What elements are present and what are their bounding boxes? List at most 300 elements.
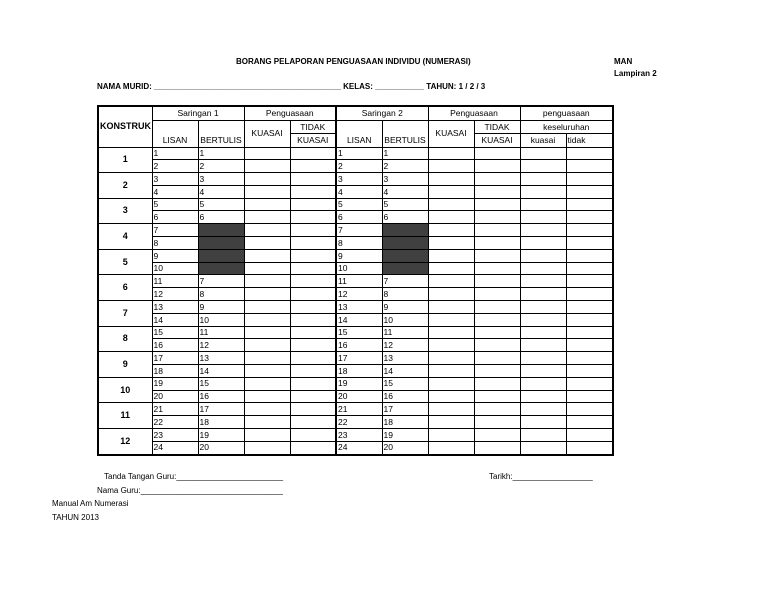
overall-kuasai-cell[interactable] (520, 288, 566, 301)
table-row (98, 365, 613, 378)
bertulis2-cell: 9 (382, 301, 428, 314)
lisan2-cell: 11 (336, 275, 382, 288)
lisan1-cell: 14 (152, 313, 198, 326)
tidak-kuasai1-cell[interactable] (290, 147, 336, 160)
tidak-kuasai2-cell[interactable] (474, 352, 520, 365)
kuasai2-cell[interactable] (428, 377, 474, 390)
overall-kuasai-cell[interactable] (520, 224, 566, 237)
kuasai1-cell[interactable] (244, 288, 290, 301)
bertulis1-cell: 18 (198, 416, 244, 429)
bertulis2-cell: 17 (382, 403, 428, 416)
lisan2-cell: 8 (336, 237, 382, 250)
overall-kuasai-cell[interactable] (520, 352, 566, 365)
lisan2-header: LISAN (336, 120, 382, 147)
konstruk-cell: 1 (98, 147, 152, 173)
konstruk-cell: 5 (98, 249, 152, 275)
bertulis2-cell: 1 (382, 147, 428, 160)
konstruk-cell: 10 (98, 377, 152, 403)
tidak-kuasai1-cell[interactable] (290, 429, 336, 442)
tidak-kuasai1-cell[interactable] (290, 326, 336, 339)
bertulis1-cell: 9 (198, 301, 244, 314)
overall-kuasai-cell[interactable] (520, 249, 566, 262)
bertulis1-cell: 20 (198, 441, 244, 454)
tidak2-header: TIDAK (474, 120, 520, 134)
tidak-kuasai1-cell[interactable] (290, 339, 336, 352)
bertulis1-cell: 12 (198, 339, 244, 352)
kuasai1-cell[interactable] (244, 441, 290, 454)
tidak-kuasai2-cell[interactable] (474, 249, 520, 262)
bertulis1-cell (198, 249, 244, 262)
overall-tidak-cell[interactable] (566, 403, 613, 416)
kuasai2-cell[interactable] (428, 403, 474, 416)
lisan1-cell: 19 (152, 377, 198, 390)
bertulis1-cell (198, 262, 244, 275)
tidak-kuasai1-cell[interactable] (290, 237, 336, 250)
kuasai2-cell[interactable] (428, 390, 474, 403)
overall-kuasai-cell[interactable] (520, 198, 566, 211)
bertulis1-cell: 7 (198, 275, 244, 288)
bertulis2-cell: 5 (382, 198, 428, 211)
kuasai1-cell[interactable] (244, 339, 290, 352)
kuasai1-cell[interactable] (244, 224, 290, 237)
overall-tidak-cell[interactable] (566, 249, 613, 262)
bertulis1-cell: 8 (198, 288, 244, 301)
overall-tidak-cell[interactable] (566, 288, 613, 301)
overall-tidak-cell[interactable] (566, 160, 613, 173)
lisan1-cell: 3 (152, 173, 198, 186)
lisan2-cell: 16 (336, 339, 382, 352)
tidak-kuasai1-cell[interactable] (290, 198, 336, 211)
tidak-kuasai2-cell[interactable] (474, 160, 520, 173)
overall-kuasai-cell[interactable] (520, 275, 566, 288)
kuasai2-cell[interactable] (428, 262, 474, 275)
table-row (98, 301, 613, 314)
tidak-kuasai1-cell[interactable] (290, 416, 336, 429)
kuasai1-cell[interactable] (244, 403, 290, 416)
kuasai2-cell[interactable] (428, 352, 474, 365)
table-row (98, 198, 613, 211)
lisan1-cell: 12 (152, 288, 198, 301)
manual-label: Manual Am Numerasi (52, 499, 129, 508)
tidak-kuasai2-cell[interactable] (474, 224, 520, 237)
lisan2-cell: 1 (336, 147, 382, 160)
tidak-kuasai2-cell[interactable] (474, 416, 520, 429)
lisan1-cell: 5 (152, 198, 198, 211)
kuasai2-cell[interactable] (428, 224, 474, 237)
kuasai2-cell[interactable] (428, 198, 474, 211)
bertulis2-cell: 4 (382, 185, 428, 198)
bertulis2-cell: 15 (382, 377, 428, 390)
overall-tidak-cell[interactable] (566, 339, 613, 352)
overall-tidak-cell[interactable] (566, 275, 613, 288)
kuasai2-cell[interactable] (428, 416, 474, 429)
lisan2-cell: 17 (336, 352, 382, 365)
overall-kuasai-cell[interactable] (520, 326, 566, 339)
table-row (98, 160, 613, 173)
kuasai2-cell[interactable] (428, 173, 474, 186)
bertulis1-cell: 15 (198, 377, 244, 390)
overall-kuasai-cell[interactable] (520, 339, 566, 352)
bertulis1-cell: 17 (198, 403, 244, 416)
kuasai1-cell[interactable] (244, 160, 290, 173)
tidak1-header: TIDAK (290, 120, 336, 134)
lisan2-cell: 5 (336, 198, 382, 211)
lisan2-cell: 19 (336, 377, 382, 390)
overall-tidak-cell[interactable] (566, 429, 613, 442)
kuasai2-cell[interactable] (428, 429, 474, 442)
bertulis1-cell: 1 (198, 147, 244, 160)
overall-tidak-cell[interactable] (566, 301, 613, 314)
table-row (98, 339, 613, 352)
lisan1-cell: 17 (152, 352, 198, 365)
overall-tidak-cell[interactable] (566, 441, 613, 454)
kuasai2-cell[interactable] (428, 185, 474, 198)
konstruk-cell: 9 (98, 352, 152, 378)
bertulis1-cell: 19 (198, 429, 244, 442)
bertulis1-cell: 2 (198, 160, 244, 173)
bertulis1-cell: 4 (198, 185, 244, 198)
table-row (98, 173, 613, 186)
penguasaan2-header: Penguasaan (428, 106, 520, 120)
overall-tidak-cell[interactable] (566, 326, 613, 339)
kuasai1-cell[interactable] (244, 429, 290, 442)
lisan1-cell: 18 (152, 365, 198, 378)
kuasai2-cell[interactable] (428, 147, 474, 160)
lisan1-cell: 9 (152, 249, 198, 262)
kuasai2-cell[interactable] (428, 441, 474, 454)
bertulis2-cell (382, 249, 428, 262)
lisan2-cell: 2 (336, 160, 382, 173)
kuasai2-cell[interactable] (428, 326, 474, 339)
kuasai1-cell[interactable] (244, 365, 290, 378)
kuasai1-cell[interactable] (244, 237, 290, 250)
tidak-kuasai1-cell[interactable] (290, 160, 336, 173)
tidak-kuasai2-cell[interactable] (474, 301, 520, 314)
konstruk-header: KONSTRUK (98, 106, 152, 147)
overall-kuasai-cell[interactable] (520, 173, 566, 186)
lisan2-cell: 7 (336, 224, 382, 237)
lisan2-cell: 23 (336, 429, 382, 442)
bertulis2-cell: 6 (382, 211, 428, 224)
overall-tidak-cell[interactable] (566, 313, 613, 326)
lisan2-cell: 24 (336, 441, 382, 454)
kuasai1-cell[interactable] (244, 416, 290, 429)
bertulis1-cell: 3 (198, 173, 244, 186)
appendix-label: Lampiran 2 (614, 69, 657, 78)
lisan1-cell: 4 (152, 185, 198, 198)
tidak-kuasai2-cell[interactable] (474, 262, 520, 275)
kuasai1-cell[interactable] (244, 301, 290, 314)
overall-tidak-cell[interactable] (566, 262, 613, 275)
tidak-kuasai2-cell[interactable] (474, 441, 520, 454)
tidak-kuasai1-cell[interactable] (290, 441, 336, 454)
overall-tidak-cell[interactable] (566, 352, 613, 365)
lisan2-cell: 4 (336, 185, 382, 198)
lisan1-header: LISAN (152, 120, 198, 147)
student-info-line: NAMA MURID: __________________________________________ KELAS: ___________ TAHUN: 1 / 2 / 3 (97, 82, 486, 91)
table-row (98, 224, 613, 237)
tidak-kuasai2-cell[interactable] (474, 377, 520, 390)
table-row (98, 275, 613, 288)
overall-tidak-cell[interactable] (566, 377, 613, 390)
lisan2-cell: 9 (336, 249, 382, 262)
kuasai1-cell[interactable] (244, 390, 290, 403)
bertulis1-cell: 16 (198, 390, 244, 403)
kuasai1-cell[interactable] (244, 211, 290, 224)
lisan1-cell: 6 (152, 211, 198, 224)
overall-kuasai-cell[interactable] (520, 313, 566, 326)
tidak-kuasai1-cell[interactable] (290, 365, 336, 378)
lisan1-cell: 16 (152, 339, 198, 352)
tidak-kuasai1-cell[interactable] (290, 275, 336, 288)
tidak-kuasai1-cell[interactable] (290, 403, 336, 416)
lisan1-cell: 1 (152, 147, 198, 160)
tidak-kuasai2-cell[interactable] (474, 339, 520, 352)
table-row (98, 326, 613, 339)
bertulis2-cell (382, 237, 428, 250)
lisan1-cell: 2 (152, 160, 198, 173)
lisan2-cell: 10 (336, 262, 382, 275)
lisan1-cell: 8 (152, 237, 198, 250)
konstruk-cell: 11 (98, 403, 152, 429)
table-row (98, 416, 613, 429)
table-row (98, 185, 613, 198)
bertulis1-cell (198, 224, 244, 237)
mastery-table (97, 105, 614, 456)
kuasai1-header: KUASAI (244, 120, 290, 147)
table-row (98, 390, 613, 403)
table-row (98, 403, 613, 416)
overall-kuasai-cell[interactable] (520, 160, 566, 173)
tidak-kuasai1-cell[interactable] (290, 352, 336, 365)
overall-tidak-cell[interactable] (566, 237, 613, 250)
lisan2-cell: 12 (336, 288, 382, 301)
kuasai2-cell[interactable] (428, 160, 474, 173)
tidak-kuasai2-cell[interactable] (474, 429, 520, 442)
table-row (98, 147, 613, 160)
overall-kuasai-cell[interactable] (520, 441, 566, 454)
table-row (98, 249, 613, 262)
konstruk-cell: 6 (98, 275, 152, 301)
kuasai2-cell[interactable] (428, 365, 474, 378)
kuasai1-cell[interactable] (244, 377, 290, 390)
tidak-kuasai2-cell[interactable] (474, 390, 520, 403)
bertulis1-cell (198, 237, 244, 250)
overall-tidak-cell[interactable] (566, 224, 613, 237)
table-row (98, 429, 613, 442)
table-row (98, 352, 613, 365)
lisan1-cell: 11 (152, 275, 198, 288)
bertulis2-cell: 12 (382, 339, 428, 352)
overall-tidak-cell[interactable] (566, 211, 613, 224)
lisan2-cell: 21 (336, 403, 382, 416)
bertulis1-cell: 11 (198, 326, 244, 339)
kuasai2-cell[interactable] (428, 249, 474, 262)
bertulis2-cell: 10 (382, 313, 428, 326)
signature-line: Tanda Tangan Guru:________________________ (104, 472, 284, 481)
lisan1-cell: 10 (152, 262, 198, 275)
tidak-kuasai2-cell[interactable] (474, 237, 520, 250)
overall-tidak-cell[interactable] (566, 416, 613, 429)
kuasai1-cell[interactable] (244, 326, 290, 339)
kuasai2-cell[interactable] (428, 237, 474, 250)
bertulis1-cell: 5 (198, 198, 244, 211)
konstruk-cell: 3 (98, 198, 152, 224)
bertulis1-cell: 13 (198, 352, 244, 365)
bertulis2-cell: 8 (382, 288, 428, 301)
tidak-kuasai1-cell[interactable] (290, 211, 336, 224)
bertulis1-cell: 14 (198, 365, 244, 378)
overall-kuasai-cell[interactable] (520, 147, 566, 160)
lisan1-cell: 15 (152, 326, 198, 339)
kuasai2-cell[interactable] (428, 275, 474, 288)
lisan1-cell: 21 (152, 403, 198, 416)
table-row (98, 441, 613, 454)
konstruk-cell: 2 (98, 173, 152, 199)
overall-kuasai-cell[interactable] (520, 365, 566, 378)
kuasai1-cell[interactable] (244, 352, 290, 365)
lisan1-cell: 20 (152, 390, 198, 403)
overall-kuasai-cell[interactable] (520, 237, 566, 250)
kuasai2-cell[interactable] (428, 339, 474, 352)
bertulis2-cell: 20 (382, 441, 428, 454)
kuasai1-cell[interactable] (244, 249, 290, 262)
overall-kuasai-cell[interactable] (520, 429, 566, 442)
overall-kuasai-cell[interactable] (520, 416, 566, 429)
tidak-kuasai2-cell[interactable] (474, 365, 520, 378)
form-code: MAN (614, 57, 633, 66)
bertulis2-cell: 11 (382, 326, 428, 339)
tidak-kuasai2-cell[interactable] (474, 275, 520, 288)
tidak-kuasai2-cell[interactable] (474, 147, 520, 160)
bertulis2-cell: 3 (382, 173, 428, 186)
overall-kuasai-cell[interactable] (520, 262, 566, 275)
overall-kuasai-cell[interactable] (520, 377, 566, 390)
lisan2-cell: 6 (336, 211, 382, 224)
tidak-kuasai2-cell[interactable] (474, 403, 520, 416)
lisan2-cell: 15 (336, 326, 382, 339)
date-line: Tarikh:__________________ (489, 472, 593, 481)
kuasai2-cell[interactable] (428, 313, 474, 326)
tidak-kuasai2-cell[interactable] (474, 313, 520, 326)
table-row (98, 377, 613, 390)
lisan2-cell: 18 (336, 365, 382, 378)
overall-kuasai-cell[interactable] (520, 185, 566, 198)
kuasai1-cell[interactable] (244, 173, 290, 186)
tidak-kuasai1-cell[interactable] (290, 173, 336, 186)
tidak-kuasai2-cell[interactable] (474, 211, 520, 224)
tidak-kuasai1-cell[interactable] (290, 249, 336, 262)
konstruk-cell: 4 (98, 224, 152, 250)
penguasaan1-header: Penguasaan (244, 106, 336, 120)
konstruk-cell: 7 (98, 301, 152, 327)
table-row (98, 313, 613, 326)
tidak-kuasai2-cell[interactable] (474, 185, 520, 198)
overall-tidak-cell[interactable] (566, 198, 613, 211)
bertulis2-cell: 13 (382, 352, 428, 365)
teacher-name-line: Nama Guru:________________________________ (97, 486, 283, 495)
table-row (98, 237, 613, 250)
tidak-kuasai2-cell[interactable] (474, 288, 520, 301)
bertulis2-cell: 19 (382, 429, 428, 442)
kuasai2-header: KUASAI (428, 120, 474, 147)
overall-header-2: keseluruhan (520, 120, 613, 134)
saringan2-header: Saringan 2 (336, 106, 428, 120)
bertulis2-cell: 14 (382, 365, 428, 378)
tidak-kuasai1-cell[interactable] (290, 288, 336, 301)
table-row (98, 211, 613, 224)
saringan1-header: Saringan 1 (152, 106, 244, 120)
tidak-kuasai1-cell[interactable] (290, 224, 336, 237)
kuasai2-cell[interactable] (428, 211, 474, 224)
lisan2-cell: 20 (336, 390, 382, 403)
konstruk-cell: 8 (98, 326, 152, 352)
overall-kuasai-header: kuasai (520, 134, 566, 148)
kuasai2-cell[interactable] (428, 301, 474, 314)
konstruk-cell: 12 (98, 429, 152, 455)
lisan1-cell: 24 (152, 441, 198, 454)
overall-tidak-cell[interactable] (566, 390, 613, 403)
tidak-kuasai1-cell[interactable] (290, 313, 336, 326)
overall-tidak-cell[interactable] (566, 365, 613, 378)
tidak-kuasai2-cell[interactable] (474, 173, 520, 186)
overall-kuasai-cell[interactable] (520, 390, 566, 403)
table-row (98, 288, 613, 301)
kuasai1-cell[interactable] (244, 185, 290, 198)
tidak-kuasai1-cell[interactable] (290, 390, 336, 403)
lisan1-cell: 23 (152, 429, 198, 442)
bertulis1-cell: 10 (198, 313, 244, 326)
tidak-kuasai1-cell[interactable] (290, 185, 336, 198)
tidak-kuasai1-cell[interactable] (290, 262, 336, 275)
table-row (98, 262, 613, 275)
tidak-kuasai2-cell[interactable] (474, 198, 520, 211)
lisan1-cell: 13 (152, 301, 198, 314)
bertulis2-cell (382, 262, 428, 275)
overall-kuasai-cell[interactable] (520, 403, 566, 416)
bertulis2-cell: 7 (382, 275, 428, 288)
overall-header-1: penguasaan (520, 106, 613, 120)
lisan2-cell: 13 (336, 301, 382, 314)
tidak-kuasai1-cell[interactable] (290, 377, 336, 390)
overall-tidak-header: tidak (566, 134, 613, 148)
bertulis2-header: BERTULIS (382, 120, 428, 147)
bertulis1-cell: 6 (198, 211, 244, 224)
kuasai1-cell[interactable] (244, 262, 290, 275)
kuasai1-cell[interactable] (244, 275, 290, 288)
lisan2-cell: 3 (336, 173, 382, 186)
tidak-kuasai1-cell[interactable] (290, 301, 336, 314)
bertulis1-header: BERTULIS (198, 120, 244, 147)
overall-kuasai-cell[interactable] (520, 301, 566, 314)
overall-kuasai-cell[interactable] (520, 211, 566, 224)
lisan1-cell: 22 (152, 416, 198, 429)
tidak1-kuasai-header: KUASAI (290, 134, 336, 148)
overall-tidak-cell[interactable] (566, 185, 613, 198)
overall-tidak-cell[interactable] (566, 173, 613, 186)
lisan2-cell: 22 (336, 416, 382, 429)
kuasai1-cell[interactable] (244, 313, 290, 326)
kuasai1-cell[interactable] (244, 147, 290, 160)
kuasai2-cell[interactable] (428, 288, 474, 301)
overall-tidak-cell[interactable] (566, 147, 613, 160)
bertulis2-cell (382, 224, 428, 237)
lisan1-cell: 7 (152, 224, 198, 237)
kuasai1-cell[interactable] (244, 198, 290, 211)
bertulis2-cell: 16 (382, 390, 428, 403)
form-title: BORANG PELAPORAN PENGUASAAN INDIVIDU (NUMERASI) (236, 57, 471, 66)
tidak-kuasai2-cell[interactable] (474, 326, 520, 339)
